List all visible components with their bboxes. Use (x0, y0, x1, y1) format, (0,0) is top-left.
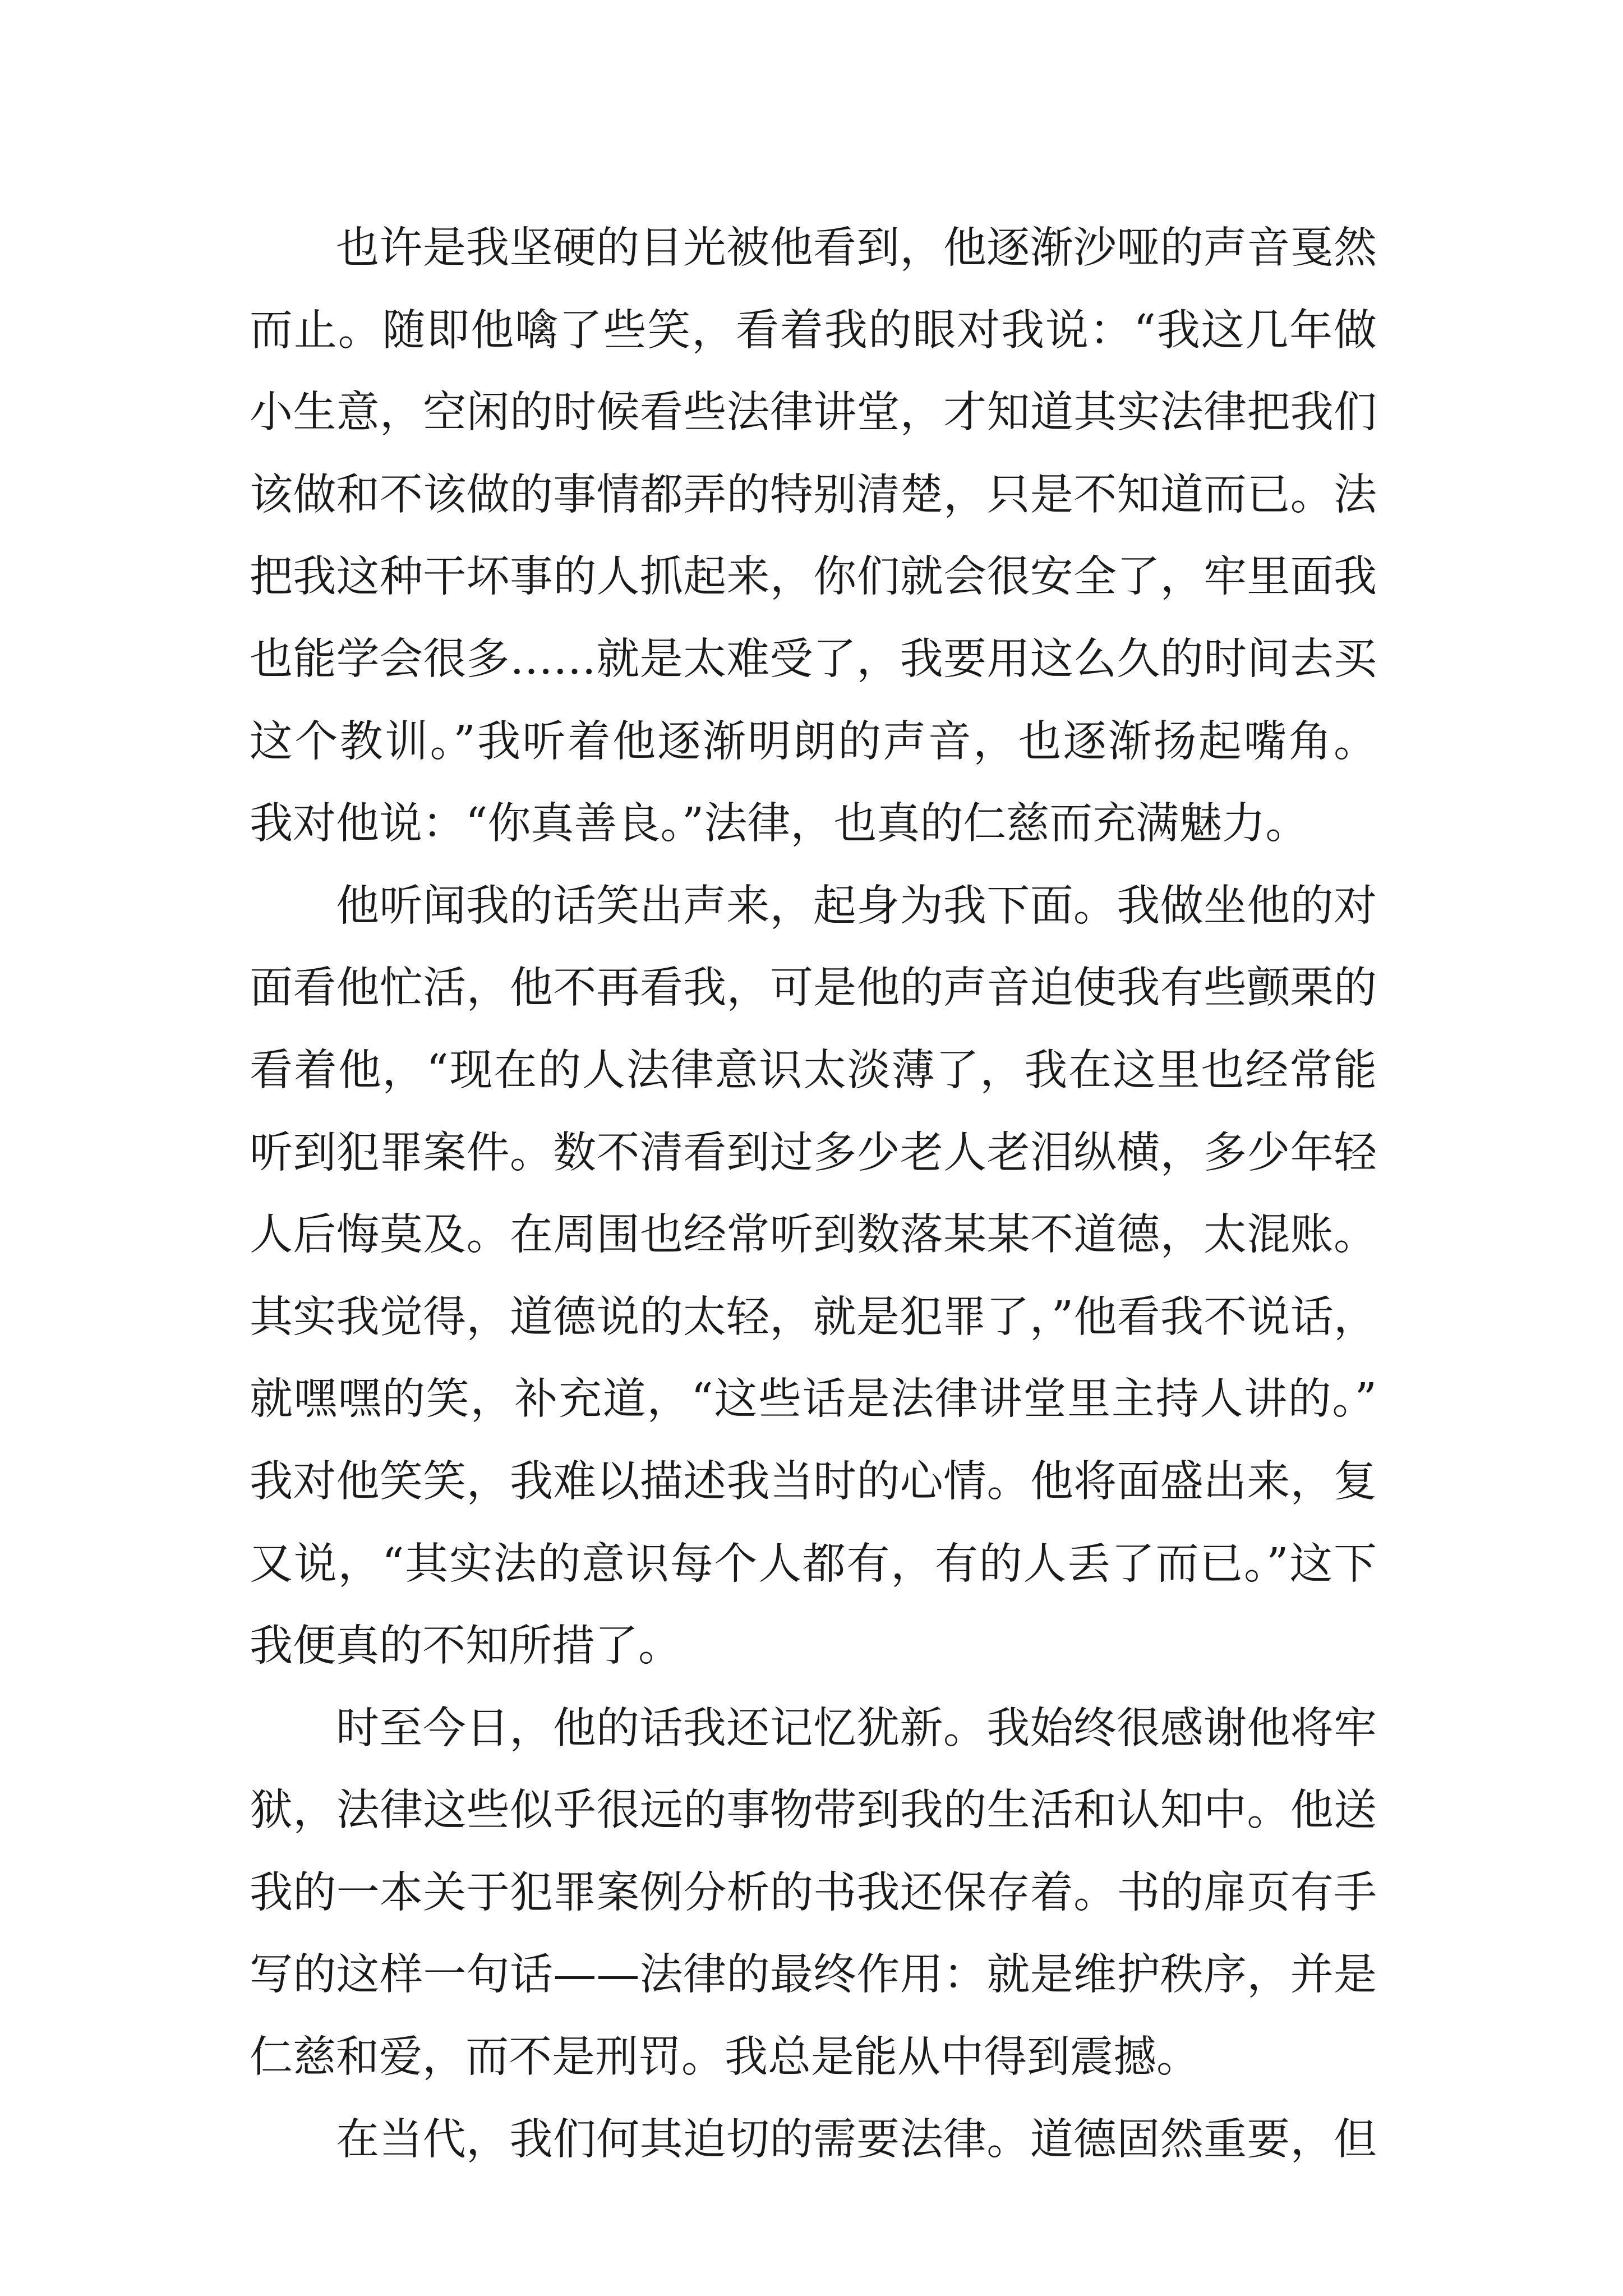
paragraph-3-line-4: 写的这样一句话——法律的最终作用：就是维护秩序，并是 (250, 1950, 1377, 2000)
body-text (250, 208, 1377, 2181)
paragraph-1-line-4: 该做和不该做的事情都弄的特别清楚，只是不知道而已。法 (250, 470, 1377, 520)
paragraph-2-line-10: 我便真的不知所措了。 (250, 1621, 681, 1672)
paragraph-2-line-5: 人后悔莫及。在周围也经常听到数落某某不道德，太混账。 (250, 1210, 1377, 1260)
paragraph-2-line-4: 听到犯罪案件。数不清看到过多少老人老泪纵横，多少年轻 (250, 1128, 1377, 1178)
paragraph-2-line-1: 他听闻我的话笑出声来，起身为我下面。我做坐他的对 (336, 881, 1377, 931)
paragraph-2-line-2: 面看他忙活，他不再看我，可是他的声音迫使我有些颤栗的 (250, 963, 1377, 1014)
paragraph-1-line-3: 小生意，空闲的时候看些法律讲堂，才知道其实法律把我们 (250, 388, 1377, 438)
paragraph-4-line-1: 在当代，我们何其迫切的需要法律。道德固然重要，但 (336, 2114, 1377, 2165)
paragraph-2-line-8: 我对他笑笑，我难以描述我当时的心情。他将面盛出来，复 (250, 1456, 1377, 1507)
paragraph-3-line-5: 仁慈和爱，而不是刑罚。我总是能从中得到震撼。 (250, 2032, 1200, 2083)
paragraph-1-line-2: 而止。随即他噙了些笑，看着我的眼对我说：“我这几年做 (250, 305, 1377, 356)
paragraph-3-line-3: 我的一本关于犯罪案例分析的书我还保存着。书的扉页有手 (250, 1867, 1377, 1918)
paragraph-1-line-8: 我对他说：“你真善良。”法律，也真的仁慈而充满魅力。 (250, 799, 1309, 849)
paragraph-1-line-5: 把我这种干坏事的人抓起来，你们就会很安全了，牢里面我 (250, 552, 1377, 602)
paragraph-1-line-6: 也能学会很多……就是太难受了，我要用这么久的时间去买 (250, 634, 1377, 684)
paragraph-1-line-1: 也许是我坚硬的目光被他看到，他逐渐沙哑的声音戛然 (336, 223, 1377, 273)
paragraph-2-line-9: 又说，“其实法的意识每个人都有，有的人丢了而已。”这下 (250, 1539, 1377, 1589)
paragraph-3-line-1: 时至今日，他的话我还记忆犹新。我始终很感谢他将牢 (336, 1703, 1377, 1754)
paragraph-2-line-6: 其实我觉得，道德说的太轻，就是犯罪了，”他看我不说话， (250, 1292, 1377, 1342)
paragraph-2-line-3: 看着他，“现在的人法律意识太淡薄了，我在这里也经常能 (250, 1045, 1377, 1096)
paragraph-1-line-7: 这个教训。”我听着他逐渐明朗的声音，也逐渐扬起嘴角。 (250, 716, 1377, 767)
paragraph-2-line-7: 就嘿嘿的笑，补充道，“这些话是法律讲堂里主持人讲的。” (250, 1374, 1377, 1425)
paragraph-3-line-2: 狱，法律这些似乎很远的事物带到我的生活和认知中。他送 (250, 1786, 1377, 1836)
